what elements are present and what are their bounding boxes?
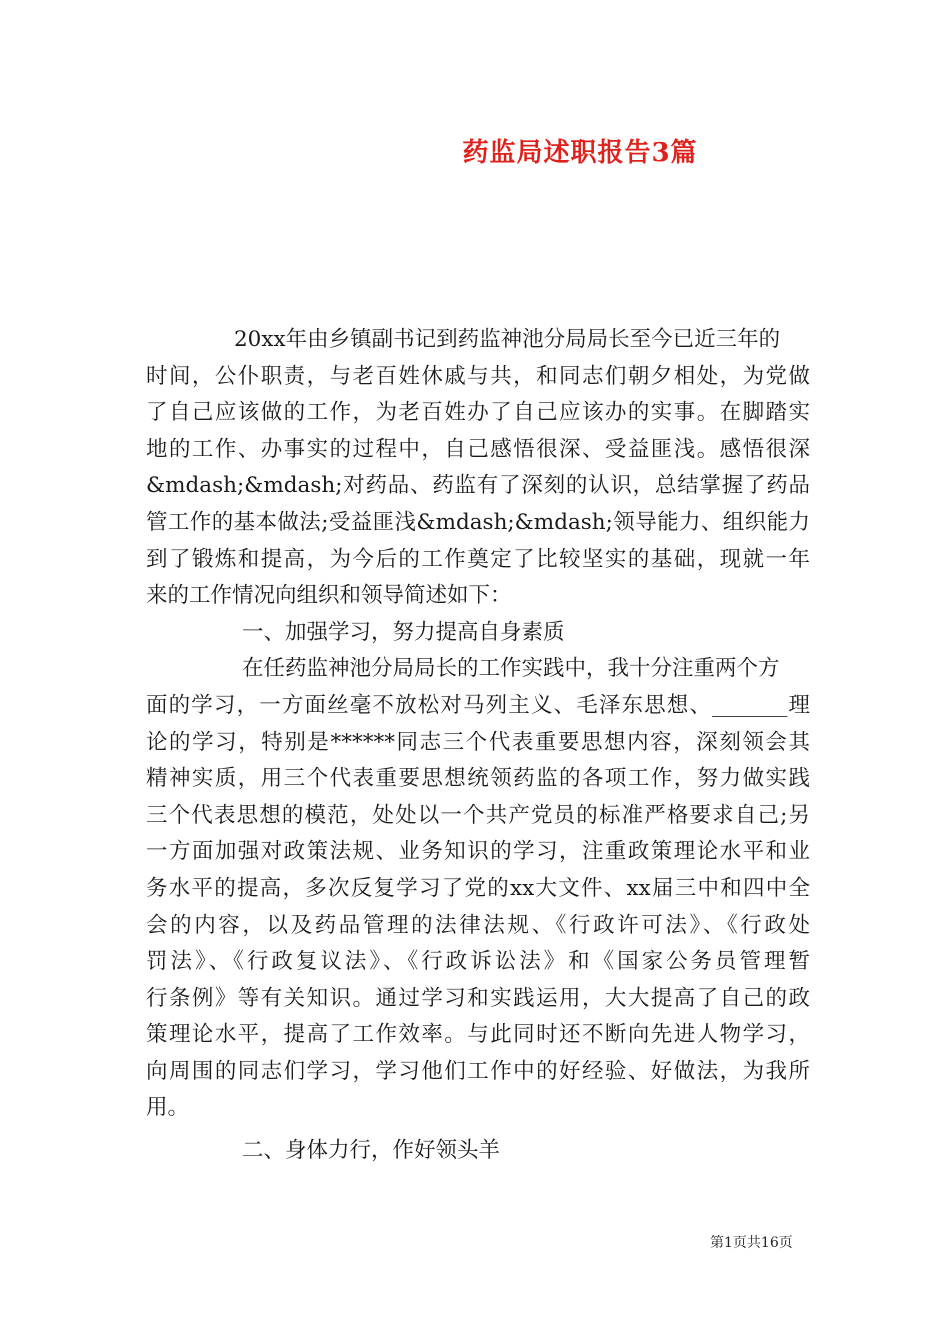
page-number: 第1页共16页 bbox=[710, 1235, 793, 1251]
paragraph-line: 罚法》、《行政复议法》、《行政诉讼法》和《国家公务员管理暂 bbox=[146, 949, 810, 975]
paragraph-line: 三个代表思想的模范，处处以一个共产党员的标准严格要求自己;另 bbox=[146, 802, 810, 828]
paragraph-line: 20xx年由乡镇副书记到药监神池分局局长至今已近三年的 bbox=[234, 327, 781, 352]
paragraph-line: 策理论水平，提高了工作效率。与此同时还不断向先进人物学习， bbox=[146, 1022, 810, 1048]
paragraph-line: 会的内容，以及药品管理的法律法规、《行政许可法》、《行政处 bbox=[146, 912, 810, 938]
paragraph-line: 管工作的基本做法;受益匪浅&mdash;&mdash;领导能力、组织能力 bbox=[146, 509, 810, 535]
section-heading: 二、身体力行，作好领头羊 bbox=[242, 1138, 501, 1164]
document-body bbox=[146, 322, 810, 1170]
paragraph-line: 精神实质，用三个代表重要思想统领药监的各项工作，努力做实践 bbox=[146, 766, 810, 792]
paragraph-line: 面的学习，一方面丝毫不放松对马列主义、毛泽东思想、_______理 bbox=[146, 692, 810, 718]
paragraph-line: 行条例》等有关知识。通过学习和实践运用，大大提高了自己的政 bbox=[146, 985, 810, 1011]
paragraph-line: &mdash;&mdash;对药品、药监有了深刻的认识，总结掌握了药品 bbox=[146, 473, 810, 499]
paragraph-line: 到了锻炼和提高，为今后的工作奠定了比较坚实的基础，现就一年 bbox=[146, 546, 810, 572]
paragraph-line: 一方面加强对政策法规、业务知识的学习，注重政策理论水平和业 bbox=[146, 839, 810, 865]
document-title: 药监局述职报告3篇 bbox=[462, 138, 698, 168]
paragraph-line: 向周围的同志们学习，学习他们工作中的好经验、好做法，为我所 bbox=[146, 1058, 810, 1084]
paragraph-line: 务水平的提高，多次反复学习了党的xx大文件、xx届三中和四中全 bbox=[146, 875, 810, 901]
paragraph-line: 用。 bbox=[146, 1095, 190, 1121]
paragraph-line: 了自己应该做的工作，为老百姓办了自己应该办的实事。在脚踏实 bbox=[146, 400, 810, 426]
paragraph-line: 地的工作、办事实的过程中，自己感悟很深、受益匪浅。感悟很深 bbox=[146, 436, 810, 462]
paragraph-line: 时间，公仆职责，与老百姓休戚与共，和同志们朝夕相处，为党做 bbox=[146, 363, 810, 389]
paragraph-line: 论的学习，特别是******同志三个代表重要思想内容，深刻领会其 bbox=[146, 729, 810, 755]
paragraph-line: 在任药监神池分局局长的工作实践中，我十分注重两个方 bbox=[242, 656, 780, 682]
section-heading: 一、加强学习，努力提高自身素质 bbox=[242, 619, 565, 645]
paragraph-line: 来的工作情况向组织和领导简述如下： bbox=[146, 583, 512, 609]
